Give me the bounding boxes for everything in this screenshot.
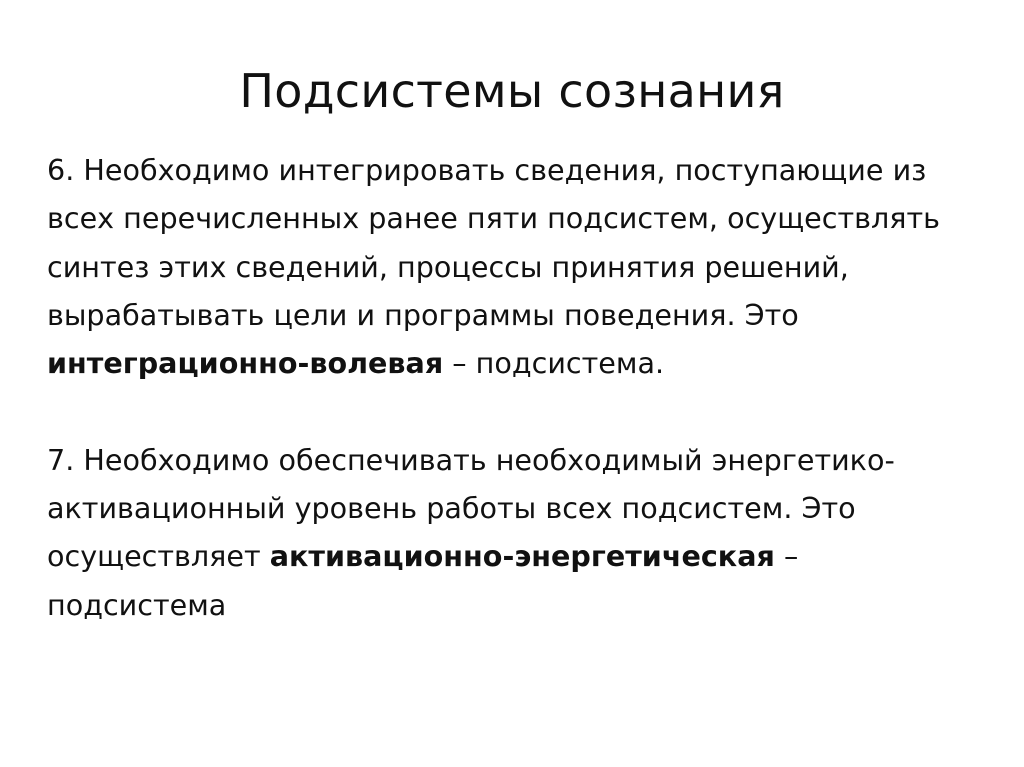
slide-body bbox=[47, 146, 982, 629]
slide-title: Подсистемы сознания bbox=[239, 64, 785, 118]
paragraph-6 bbox=[47, 146, 982, 387]
paragraph-spacer bbox=[47, 387, 982, 435]
paragraph-7-emphasis: активационно-энергетическая bbox=[269, 539, 775, 574]
paragraph-7-text: 7. Необходимо обеспечивать необходимый энергетико-активационный уровень работы всех подсистем. Это осуществляет bbox=[47, 442, 895, 574]
paragraph-6-tail: – подсистема. bbox=[443, 346, 665, 381]
paragraph-6-text: 6. Необходимо интегрировать сведения, поступающие из всех перечисленных ранее пяти подсистем, осуществлять синтез этих сведений, процессы принятия решений, вырабатывать цели и программы поведения. Это bbox=[47, 153, 940, 332]
paragraph-6-emphasis: интеграционно-волевая bbox=[47, 346, 444, 381]
paragraph-7 bbox=[47, 436, 982, 629]
paragraph-7-tail: – подсистема bbox=[47, 539, 799, 622]
